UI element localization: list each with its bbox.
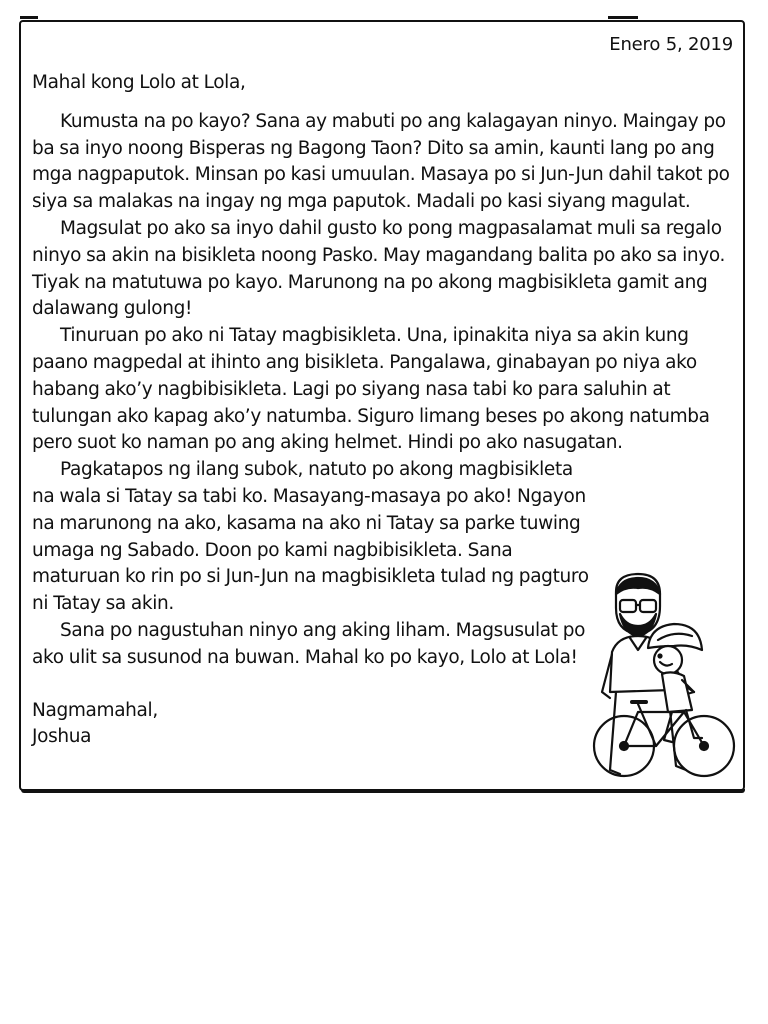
letter-paragraph: Tinuruan po ako ni Tatay magbisikleta. Una, ipinakita niya sa akin kung paano magpedal at ihinto ang bisikleta. Pangalawa, ginabayan po niya ako habang ako’y nagbibisikleta. Lagi po siyang nasa tabi ko para saluhin at tulungan ako kapag ako’y natumba. Siguro limang beses po akong natumba pero suot ko naman po ang aking helmet. Hindi po ako nasugatan. <box>32 325 710 454</box>
letter-paragraph: Sana po nagustuhan ninyo ang aking liham. Magsusulat po ako ulit sa susunod na buwan. Mahal ko po kayo, Lolo at Lola! <box>32 619 586 668</box>
letter-greeting: Mahal kong Lolo at Lola, <box>32 72 246 93</box>
letter-paragraph: Pagkatapos ng ilang subok, natuto po akong magbisikleta na wala si Tatay sa tabi ko. Masayang-masaya po ako! Ngayon na marunong na ako, kasama na ako ni Tatay sa parke tuwing umaga ng Sabado. Doon po kami nagbibisikleta. Sana maturuan ko rin po si Jun-Jun na magbisikleta tulad ng pagturo ni Tatay sa akin. <box>32 459 589 615</box>
top-edge-mark <box>20 16 38 19</box>
letter-signature: Joshua <box>32 726 92 748</box>
letter-closing: Nagmamahal, <box>32 699 158 721</box>
top-edge-mark <box>608 16 638 19</box>
letter-paragraph: Kumusta na po kayo? Sana ay mabuti po ang kalagayan ninyo. Maingay po ba sa inyo noong Bisperas ng Bagong Taon? Dito sa amin, kaunti lang po ang mga nagpaputok. Minsan po kasi umuulan. Masaya po si Jun-Jun dahil takot po siya sa malakas na ingay ng mga paputok. Madali po kasi siyang magulat. <box>32 110 730 213</box>
letter-date: Enero 5, 2019 <box>609 34 733 55</box>
letter-paragraph: Magsulat po ako sa inyo dahil gusto ko pong magpasalamat muli sa regalo ninyo sa akin na bisikleta noong Pasko. May magandang balita po ako sa inyo. Tiyak na matutuwa po kayo. Marunong na po akong magbisikleta gamit ang dalawang gulong! <box>32 217 726 320</box>
father-child-bicycle-icon <box>576 570 746 792</box>
